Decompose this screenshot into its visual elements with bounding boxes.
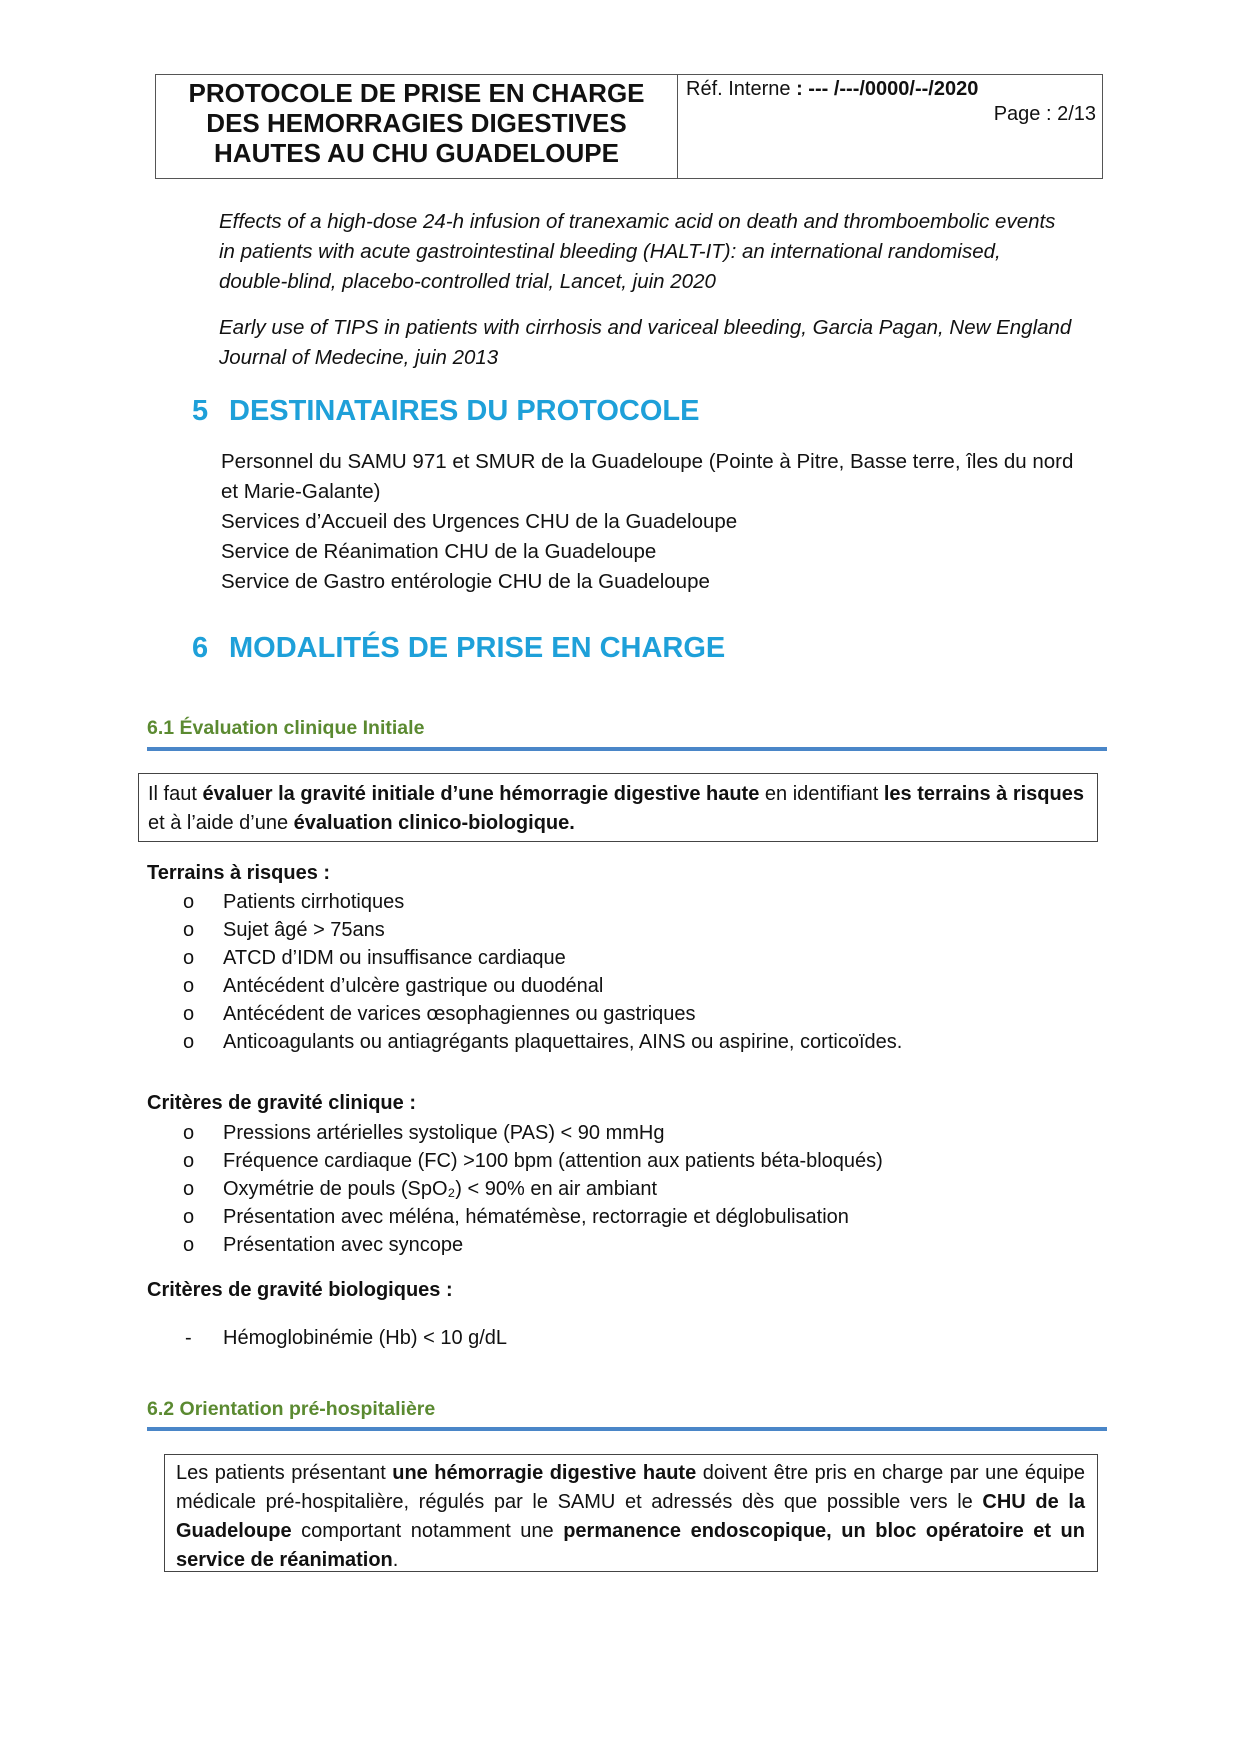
- section-title: MODALITÉS DE PRISE EN CHARGE: [229, 632, 726, 664]
- header-meta: [678, 75, 1102, 178]
- list-item: o Sujet âgé > 75ans: [147, 916, 902, 944]
- subsection-6-2-heading: 6.2 Orientation pré-hospitalière: [147, 1398, 436, 1420]
- title-line-3: HAUTES AU CHU GUADELOUPE: [214, 138, 619, 168]
- biological-criteria-list: [147, 1324, 507, 1352]
- list-item: o Antécédent de varices œsophagiennes ou gastriques: [147, 1000, 902, 1028]
- evaluation-callout-box: [138, 773, 1098, 842]
- list-item: o Pressions artérielles systolique (PAS) < 90 mmHg: [147, 1119, 883, 1147]
- circle-bullet-icon: o: [183, 1031, 195, 1053]
- reference-1: [219, 207, 1099, 297]
- callout-line-1: Il faut évaluer la gravité initiale d’une hémorragie digestive haute en identifiant les terrains à risques: [148, 783, 1084, 805]
- section-5-heading: [192, 395, 699, 428]
- section-number: 5: [192, 395, 209, 427]
- clinical-criteria-heading: Critères de gravité clinique :: [147, 1092, 416, 1114]
- subsection-6-1-rule: [147, 747, 1107, 751]
- subsection-6-2-rule: [147, 1427, 1107, 1431]
- circle-bullet-icon: o: [183, 975, 195, 997]
- circle-bullet-icon: o: [183, 1234, 195, 1256]
- recipient-line: et Marie-Galante): [221, 480, 381, 503]
- document-header: [155, 74, 1103, 179]
- circle-bullet-icon: o: [183, 891, 195, 913]
- reference-line: Journal of Medecine, juin 2013: [219, 346, 499, 369]
- reference-line: in patients with acute gastrointestinal bleeding (HALT-IT): an international randomised,: [219, 240, 1001, 263]
- list-item: o Antécédent d’ulcère gastrique ou duodénal: [147, 972, 902, 1000]
- title-line-1: PROTOCOLE DE PRISE EN CHARGE: [188, 78, 645, 108]
- list-item: o Anticoagulants ou antiagrégants plaquettaires, AINS ou aspirine, corticoïdes.: [147, 1028, 902, 1056]
- list-item: o ATCD d’IDM ou insuffisance cardiaque: [147, 944, 902, 972]
- reference-line: Effects of a high-dose 24-h infusion of tranexamic acid on death and thromboembolic events: [219, 210, 1056, 233]
- list-item: o Présentation avec méléna, hématémèse, rectorragie et déglobulisation: [147, 1203, 883, 1231]
- list-item: o Oxymétrie de pouls (SpO₂) < 90% en air ambiant: [147, 1175, 883, 1203]
- subsection-6-1-heading: 6.1 Évaluation clinique Initiale: [147, 717, 425, 739]
- biological-criteria-heading: Critères de gravité biologiques :: [147, 1279, 453, 1301]
- section-number: 6: [192, 632, 209, 664]
- title-line-2: DES HEMORRAGIES DIGESTIVES: [206, 108, 627, 138]
- ref-value: : --- /---/0000/--/2020: [796, 78, 979, 100]
- circle-bullet-icon: o: [183, 1003, 195, 1025]
- ref-label: Réf. Interne: [686, 78, 797, 100]
- circle-bullet-icon: o: [183, 947, 195, 969]
- dash-bullet-icon: -: [185, 1327, 192, 1349]
- risk-factors-list: [147, 888, 902, 1056]
- recipient-line: Services d’Accueil des Urgences CHU de la Guadeloupe: [221, 510, 738, 533]
- orientation-callout-box: Les patients présentant une hémorragie digestive haute doivent être pris en charge par une équipe médicale pré-hospitalière, régulés par le SAMU et adressés dès que possible vers le CHU de la Guadeloupe comportant notamment une permanence endoscopique, un bloc opératoire et un service de réanimation.: [164, 1454, 1098, 1572]
- list-item: o Présentation avec syncope: [147, 1231, 883, 1259]
- circle-bullet-icon: o: [183, 1178, 195, 1200]
- reference-line: double-blind, placebo-controlled trial, Lancet, juin 2020: [219, 270, 716, 293]
- document-title: [156, 75, 678, 178]
- circle-bullet-icon: o: [183, 1150, 195, 1172]
- circle-bullet-icon: o: [183, 1206, 195, 1228]
- list-item: o Patients cirrhotiques: [147, 888, 902, 916]
- circle-bullet-icon: o: [183, 919, 195, 941]
- section-6-heading: [192, 632, 725, 665]
- callout-line-2: et à l’aide d’une évaluation clinico-biologique.: [148, 812, 575, 834]
- recipient-line: Service de Réanimation CHU de la Guadeloupe: [221, 540, 657, 563]
- list-item: - Hémoglobinémie (Hb) < 10 g/dL: [147, 1324, 507, 1352]
- list-item: o Fréquence cardiaque (FC) >100 bpm (attention aux patients béta-bloqués): [147, 1147, 883, 1175]
- recipient-line: Service de Gastro entérologie CHU de la Guadeloupe: [221, 570, 710, 593]
- section-5-recipients: [221, 447, 1101, 597]
- page-number: Page : 2/13: [993, 103, 1096, 125]
- section-title: DESTINATAIRES DU PROTOCOLE: [229, 395, 700, 427]
- circle-bullet-icon: o: [183, 1122, 195, 1144]
- reference-line: Early use of TIPS in patients with cirrhosis and variceal bleeding, Garcia Pagan, New England: [219, 316, 1072, 339]
- risk-factors-heading: Terrains à risques :: [147, 862, 331, 884]
- internal-reference: [686, 78, 978, 101]
- reference-2: [219, 313, 1099, 373]
- clinical-criteria-list: [147, 1119, 883, 1259]
- recipient-line: Personnel du SAMU 971 et SMUR de la Guadeloupe (Pointe à Pitre, Basse terre, îles du nord: [221, 450, 1074, 473]
